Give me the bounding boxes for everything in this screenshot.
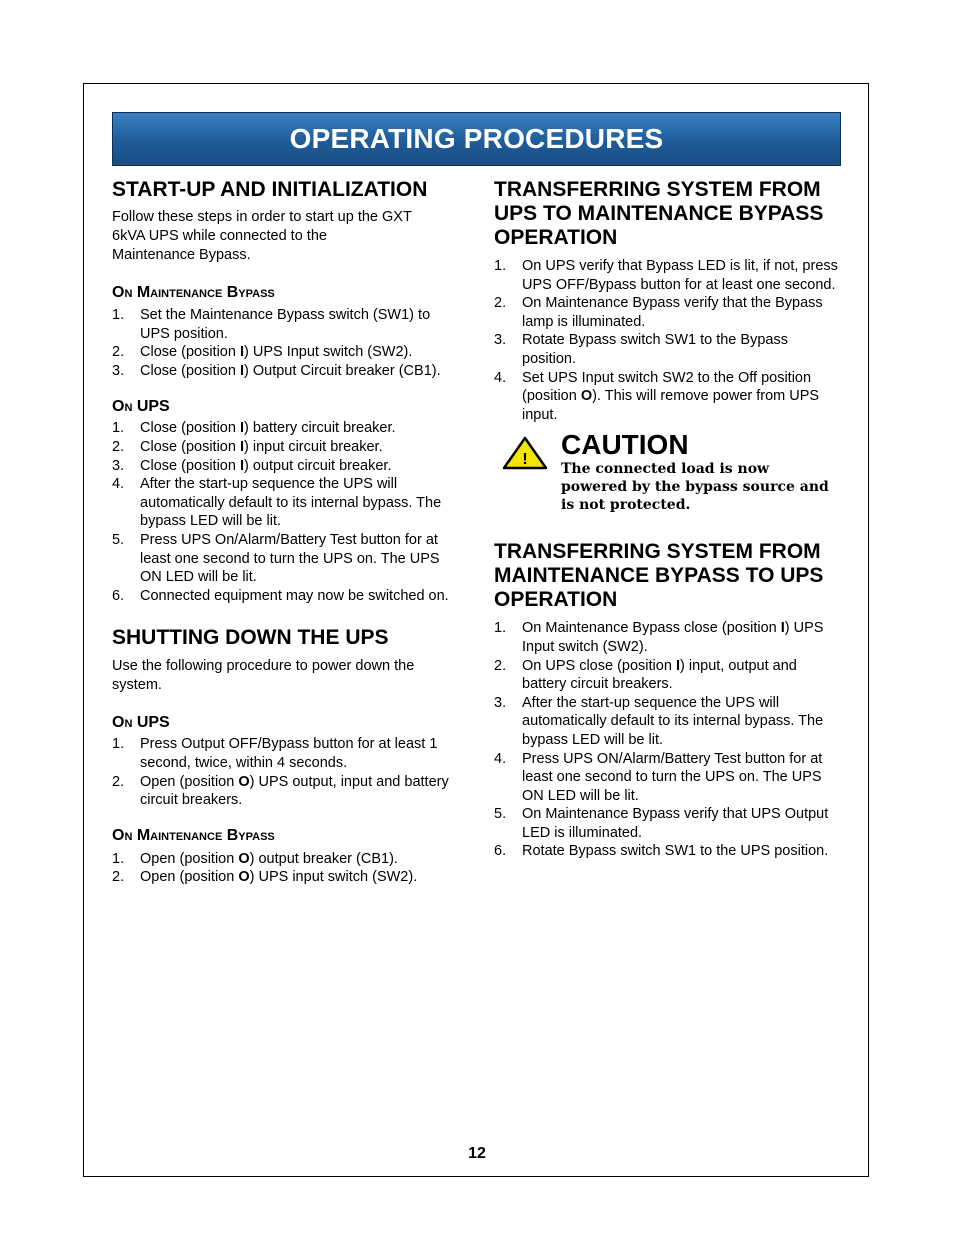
right-column xyxy=(494,178,844,861)
list-item: 1. Press Output OFF/Bypass button for at least 1 second, twice, within 4 seconds. xyxy=(112,736,438,771)
list-item: 2. On UPS close (position I) input, output and battery circuit breakers. xyxy=(494,657,797,693)
list-item: 3. Rotate Bypass switch SW1 to the Bypass position. xyxy=(494,332,788,367)
shutdown-bypass-list xyxy=(112,850,462,887)
list-number: 2. xyxy=(494,657,507,674)
list-item: 5. Press UPS On/Alarm/Battery Test button for at least one second to turn the UPS on. The UPS ON LED will be lit. xyxy=(112,531,440,586)
list-item: 1. Open (position O) output breaker (CB1). xyxy=(112,850,398,867)
shutdown-intro: Use the following procedure to power down the system. xyxy=(112,658,415,694)
list-number: 4. xyxy=(112,476,125,493)
list-number: 3. xyxy=(494,694,507,711)
list-number: 3. xyxy=(112,362,125,379)
list-item: 3. After the start-up sequence the UPS will automatically default to its internal bypass. The bypass LED will be lit. xyxy=(494,694,824,748)
list-item: 4. Press UPS ON/Alarm/Battery Test button for at least one second to turn the UPS on. The UPS ON LED will be lit. xyxy=(494,750,823,804)
caution-text: The connected load is now powered by the bypass source and is not protected. xyxy=(561,461,829,514)
startup-bypass-subheading: On Maintenance Bypass xyxy=(112,284,275,301)
caution-box xyxy=(502,430,844,514)
list-number: 6. xyxy=(112,587,125,604)
list-number: 2. xyxy=(112,344,125,361)
list-item: 5. On Maintenance Bypass verify that UPS Output LED is illuminated. xyxy=(494,806,829,841)
warning-triangle-icon xyxy=(502,436,548,470)
list-item: 2. Open (position O) UPS output, input and battery circuit breakers. xyxy=(112,773,449,809)
list-item: 2. Open (position O) UPS input switch (SW2). xyxy=(112,869,418,886)
list-number: 2. xyxy=(112,773,125,790)
startup-heading: START-UP AND INITIALIZATION xyxy=(112,178,428,201)
list-item: 1. On UPS verify that Bypass LED is lit, if not, press UPS OFF/Bypass button for at least one second. xyxy=(494,258,838,293)
startup-ups-list xyxy=(112,419,462,605)
startup-bypass-list xyxy=(112,306,462,380)
to-ups-list xyxy=(494,619,844,861)
list-number: 1. xyxy=(112,850,125,867)
list-number: 2. xyxy=(112,869,125,886)
list-item: 1. On Maintenance Bypass close (position I) UPS Input switch (SW2). xyxy=(494,620,824,655)
shutdown-bypass-subheading: On Maintenance Bypass xyxy=(112,826,275,844)
to-bypass-heading: TRANSFERRING SYSTEM FROM UPS TO MAINTENANCE BYPASS OPERATION xyxy=(494,178,824,249)
list-item: 3. Close (position I) output circuit breaker. xyxy=(112,457,392,474)
list-number: 1. xyxy=(494,258,507,274)
startup-ups-subheading: On UPS xyxy=(112,398,170,416)
page-number: 12 xyxy=(468,1145,486,1162)
title-banner xyxy=(112,112,841,166)
shutdown-ups-subheading: On UPS xyxy=(112,714,170,732)
list-item: 6. Rotate Bypass switch SW1 to the UPS position. xyxy=(494,843,829,860)
shutdown-heading: SHUTTING DOWN THE UPS xyxy=(112,626,389,650)
list-item: 6. Connected equipment may now be switched on. xyxy=(112,587,449,604)
list-item: 4. Set UPS Input switch SW2 to the Off position (position O). This will remove power from UPS input. xyxy=(494,369,820,423)
list-item: 1. Set the Maintenance Bypass switch (SW1) to UPS position. xyxy=(112,307,431,342)
list-number: 6. xyxy=(494,843,507,860)
list-item: 4. After the start-up sequence the UPS will automatically default to its internal bypass. The bypass LED will be lit. xyxy=(112,476,442,530)
list-number: 3. xyxy=(112,457,125,474)
list-number: 4. xyxy=(494,750,507,767)
left-column xyxy=(112,178,462,887)
page-title: OPERATING PROCEDURES xyxy=(289,123,664,154)
to-ups-heading: TRANSFERRING SYSTEM FROM MAINTENANCE BYPASS TO UPS OPERATION xyxy=(494,540,824,612)
list-item: 3. Close (position I) Output Circuit breaker (CB1). xyxy=(112,362,441,379)
list-number: 3. xyxy=(494,332,507,349)
list-number: 1. xyxy=(112,736,125,753)
list-number: 2. xyxy=(494,295,507,312)
list-number: 1. xyxy=(112,420,125,437)
list-item: 2. Close (position I) input circuit breaker. xyxy=(112,438,383,455)
to-bypass-list xyxy=(494,257,844,424)
list-number: 5. xyxy=(112,531,125,548)
list-number: 5. xyxy=(494,806,507,823)
startup-intro: Follow these steps in order to start up the GXT 6kVA UPS while connected to the Maintenance Bypass. xyxy=(112,209,412,263)
list-item: 2. Close (position I) UPS Input switch (SW2). xyxy=(112,344,413,361)
svg-text:!: ! xyxy=(522,451,528,469)
list-number: 1. xyxy=(494,620,507,637)
list-item: 1. Close (position I) battery circuit breaker. xyxy=(112,420,396,437)
list-item: 2. On Maintenance Bypass verify that the Bypass lamp is illuminated. xyxy=(494,295,823,330)
list-number: 1. xyxy=(112,307,125,323)
list-number: 2. xyxy=(112,438,125,455)
shutdown-ups-list xyxy=(112,735,462,809)
caution-title: CAUTION xyxy=(561,429,689,461)
list-number: 4. xyxy=(494,369,507,386)
